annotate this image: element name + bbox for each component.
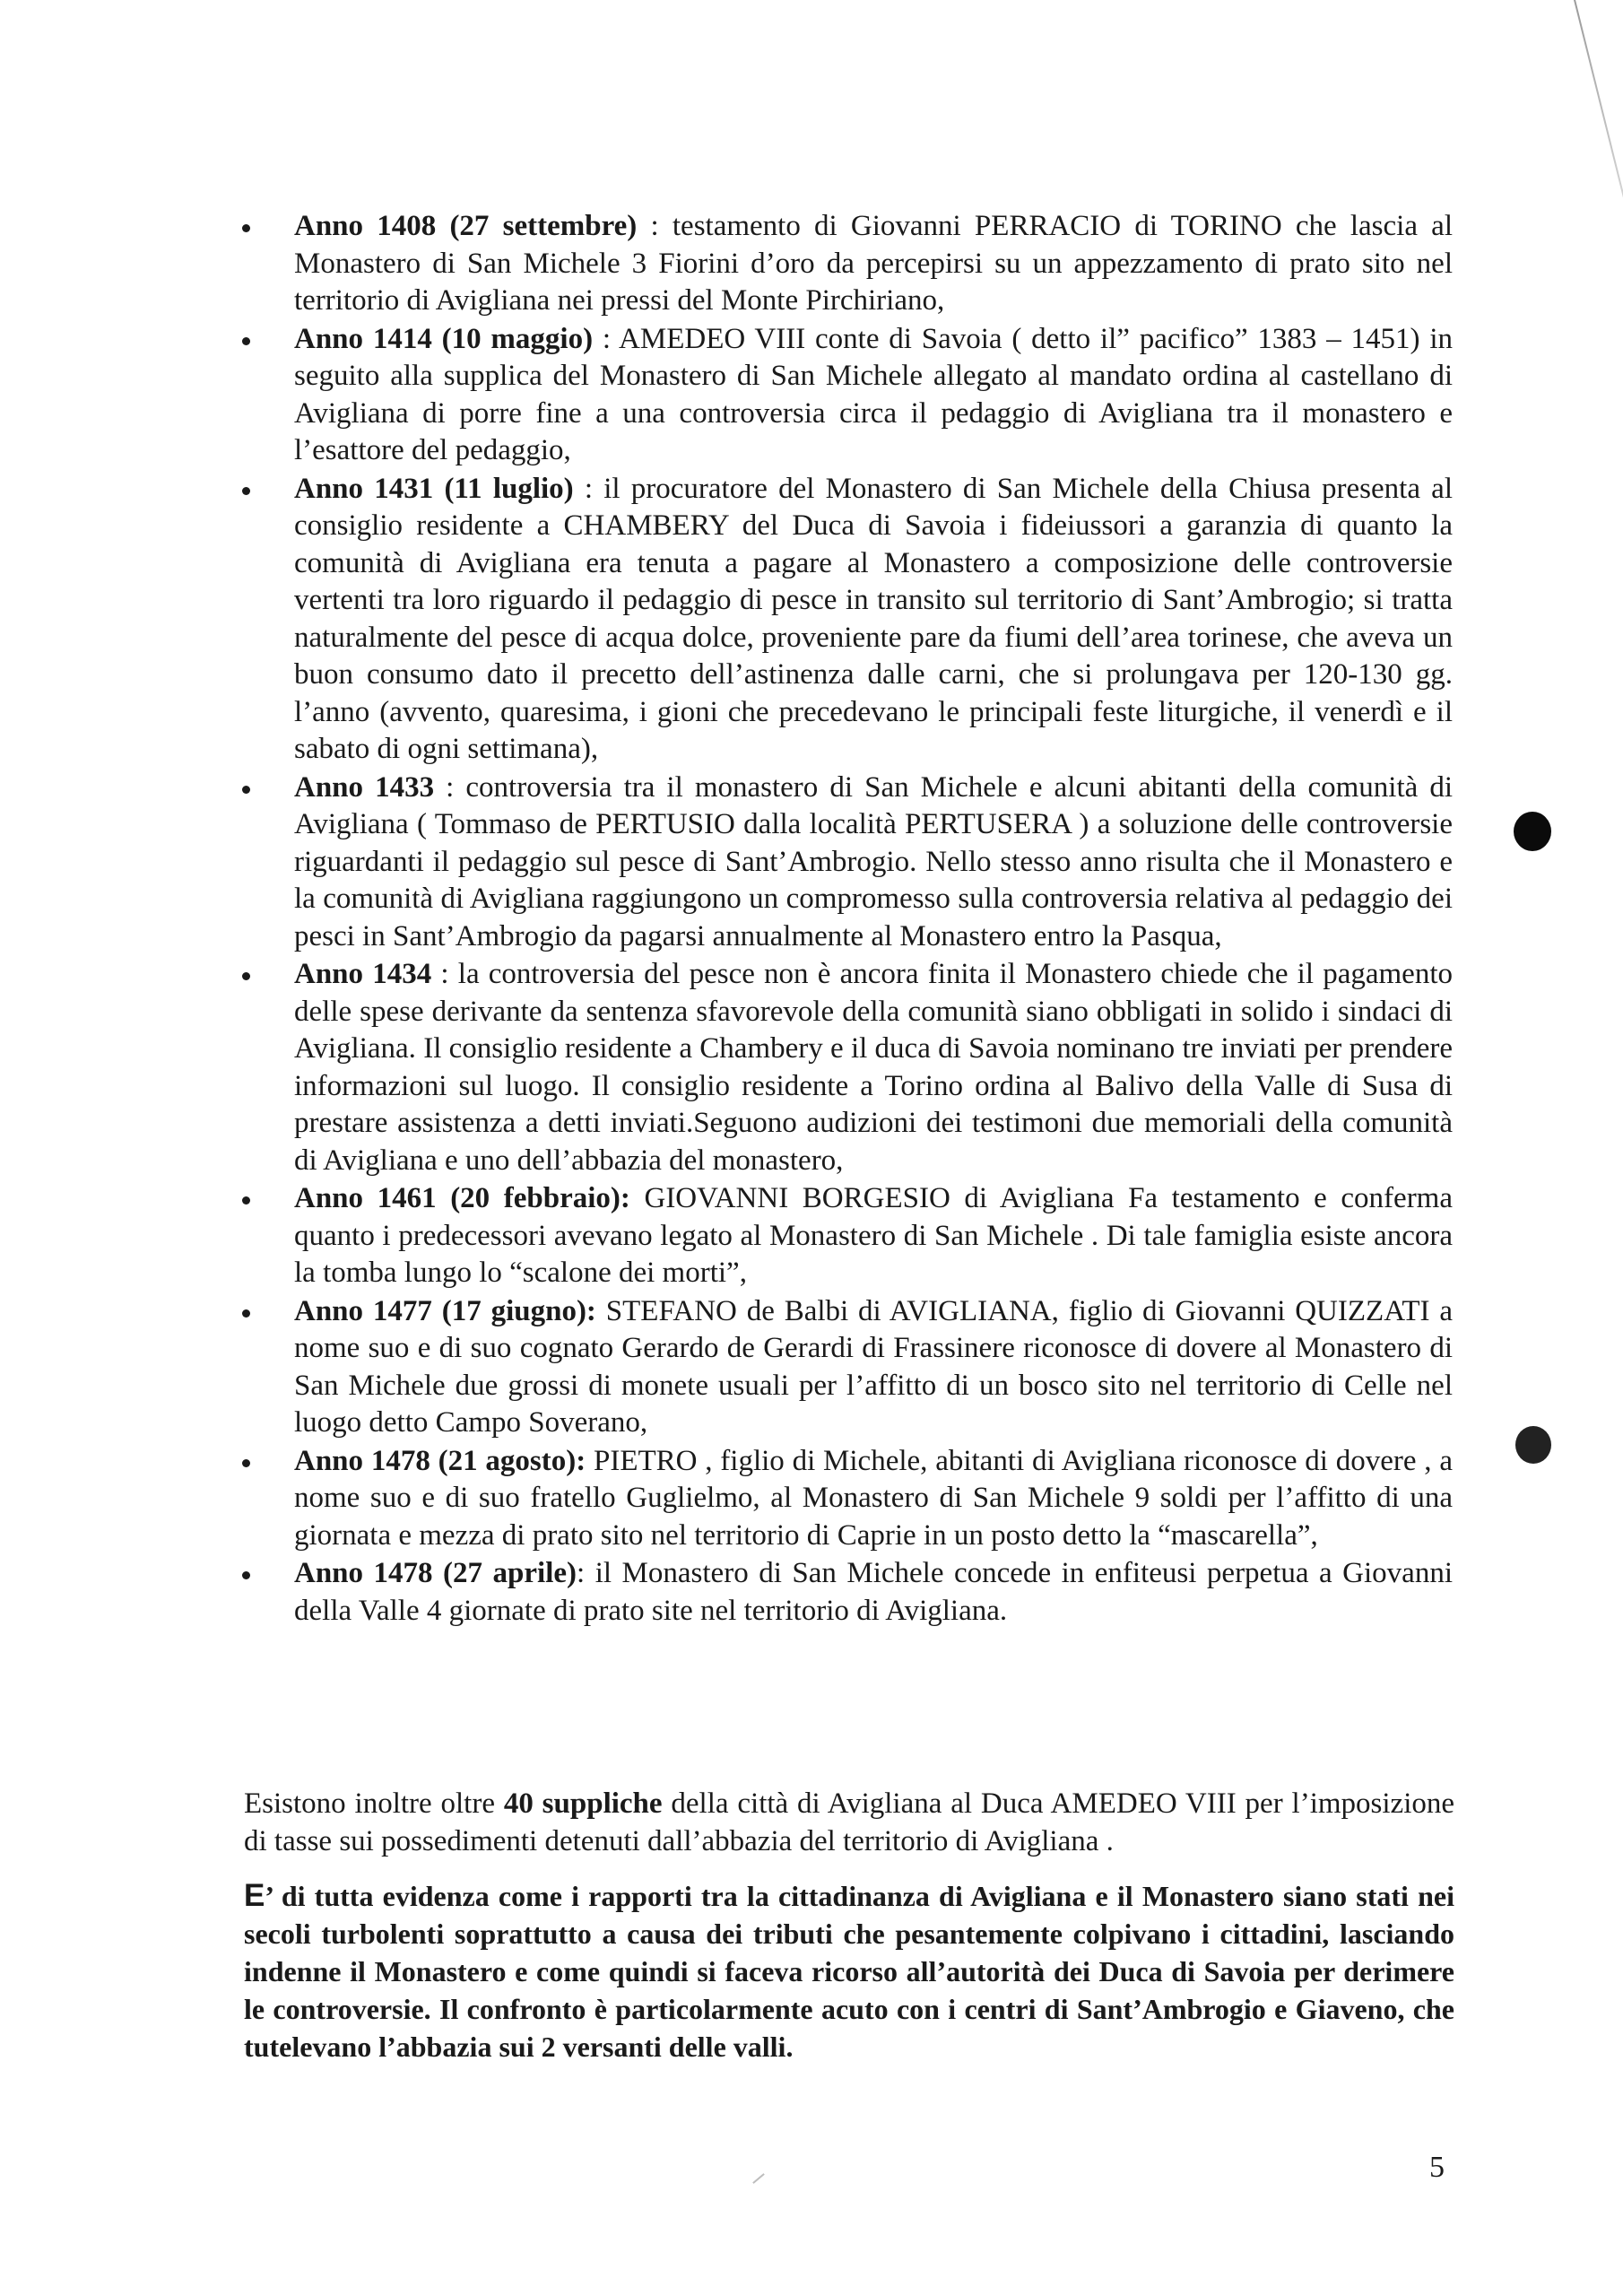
list-item xyxy=(242,321,1453,470)
conclusion-paragraph xyxy=(244,1877,1454,2066)
entry-text: : il procuratore del Monastero di San Michele della Chiusa presenta al consiglio residente a CHAMBERY del Duca di Savoia i fideiussori a garanzia di quanto la comunità di Avigliana era tenuta a pagare al Monastero a composizione delle controversie vertenti tra loro riguardo il pedaggio di pesce in transito sul territorio di Sant’Ambrogio; si tratta naturalmente del pesce di acqua dolce, proveniente pare da fiumi dell’area torinese, che aveva un buon consumo dato il precetto dell’astinenza dalle carni, che si prolungava per 120-130 gg. l’anno (avvento, quaresima, i gioni che precedevano le principali feste liturgiche, il venerdì e il sabato di ogni settimana), xyxy=(294,472,1453,765)
list-item xyxy=(242,1180,1453,1292)
list-item xyxy=(242,770,1453,956)
entry-year: Anno 1478 (27 aprile) xyxy=(294,1557,577,1589)
entry-year: Anno 1461 (20 febbraio): xyxy=(294,1182,630,1214)
entry-text: PIETRO , figlio di Michele, abitanti di Avigliana riconosce di dovere , a nome suo e di suo fratello Guglielmo, al Monastero di San Michele 9 soldi per l’affitto di una giornata e mezza di prato sito nel territorio di Caprie in un posto detto la “mascarella”, xyxy=(294,1444,1453,1552)
bullet-icon xyxy=(242,224,250,232)
entry-text: STEFANO de Balbi di AVIGLIANA, figlio di Giovanni QUIZZATI a nome suo e di suo cognato Gerardo de Gerardi di Frassinere riconosce di dovere al Monastero di San Michele due grossi di monete usuali per l’affitto di un bosco sito nel territorio di Celle nel luogo detto Campo Soverano, xyxy=(294,1294,1454,1439)
closing-paragraph xyxy=(244,1786,1454,1860)
conclusion-text: ’ di tutta evidenza come i rapporti tra la cittadinanza di Avigliana e il Monastero siano stati nei secoli turbolenti soprattutto a causa dei tributi che pesantemente colpivano i cittadini, lasciando indenne il Monastero e come quindi si faceva ricorso all’autorità dei Duca di Savoia per derimere le controversie. Il confronto è particolarmente acuto con i centri di Sant’Ambrogio e Giaveno, che tutelevano l’abbazia sui 2 versanti delle valli. xyxy=(244,1880,1454,2063)
punch-hole-mark xyxy=(1514,812,1551,851)
entry-year: Anno 1433 xyxy=(294,770,435,804)
entry-text: : la controversia del pesce non è ancora finita il Monastero chiede che il pagamento delle spese derivante da sentenza sfavorevole della comunità siano obbligati in solido i sindaci di Avigliana. Il consiglio residente a Chambery e il duca di Savoia nominano tre inviati per prendere informazioni sul luogo. Il consiglio residente a Torino ordina al Balivo della Valle di Susa di prestare assistenza a detti inviati.Seguono audizioni dei testimoni due memoriali della comunità di Avigliana e uno dell’abbazia del monastero, xyxy=(294,958,1453,1177)
closing-text-after: della città di Avigliana al Duca AMEDEO VIII per l’imposizione di tasse sui possedimenti detenuti dall’abbazia del territorio di Avigliana . xyxy=(244,1787,1455,1857)
list-item xyxy=(242,471,1453,769)
bullet-icon xyxy=(242,487,250,495)
page-number: 5 xyxy=(1429,2151,1445,2184)
list-item xyxy=(242,1443,1453,1555)
list-item xyxy=(242,956,1453,1179)
entry-year: Anno 1478 (21 agosto): xyxy=(294,1444,586,1477)
entry-text: : testamento di Giovanni PERRACIO di TORINO che lascia al Monastero di San Michele 3 Fiorini d’oro da percepirsi su un appezzamento di prato sito nel territorio di Avigliana nei pressi del Monte Pirchiriano, xyxy=(294,210,1454,317)
scan-speck xyxy=(752,2173,765,2184)
entry-text: : controversia tra il monastero di San Michele e alcuni abitanti della comunità di Avigliana ( Tommaso de PERTUSIO dalla località PERTUSERA ) a soluzione delle controversie riguardanti il pedaggio sul pesce di Sant’Ambrogio. Nello stesso anno risulta che il Monastero e la comunità di Avigliana raggiungono un compromesso sulla controversia relativa al pedaggio dei pesci in Sant’Ambrogio da pagarsi annualmente al Monastero entro la Pasqua, xyxy=(294,770,1453,952)
bullet-icon xyxy=(242,337,250,345)
list-item xyxy=(242,1555,1453,1630)
bullet-icon xyxy=(242,972,250,980)
entry-text: : AMEDEO VIII conte di Savoia ( detto il” pacifico” 1383 – 1451) in seguito alla supplica del Monastero di San Michele allegato al mandato ordina al castellano di Avigliana di porre fine a una controversia circa il pedaggio di Avigliana tra il monastero e l’esattore del pedaggio, xyxy=(294,322,1453,466)
closing-emphasis: 40 suppliche xyxy=(503,1787,663,1820)
bullet-icon xyxy=(242,1571,250,1579)
entry-year: Anno 1477 (17 giugno): xyxy=(294,1294,596,1327)
punch-hole-mark xyxy=(1515,1426,1551,1464)
bullet-icon xyxy=(242,786,250,794)
bullet-icon xyxy=(242,1196,250,1205)
list-item xyxy=(242,208,1453,320)
conclusion-initial: E xyxy=(244,1878,265,1913)
entry-year: Anno 1408 (27 settembre) xyxy=(294,210,638,242)
bullet-icon xyxy=(242,1459,250,1467)
list-item xyxy=(242,1293,1453,1442)
entry-year: Anno 1431 (11 luglio) xyxy=(294,472,574,505)
entry-text: GIOVANNI BORGESIO di Avigliana Fa testamento e conferma quanto i predecessori avevano legato al Monastero di San Michele . Di tale famiglia esiste ancora la tomba lungo lo “scalone dei morti”, xyxy=(294,1182,1453,1289)
chronology-list xyxy=(242,208,1453,1631)
bullet-icon xyxy=(242,1309,250,1318)
entry-year: Anno 1434 xyxy=(294,958,432,990)
entry-year: Anno 1414 (10 maggio) xyxy=(294,322,594,355)
entry-text: : il Monastero di San Michele concede in enfiteusi perpetua a Giovanni della Valle 4 giornate di prato site nel territorio di Avigliana. xyxy=(294,1557,1453,1627)
page-edge-mark xyxy=(1574,0,1623,200)
closing-text-before: Esistono inoltre oltre xyxy=(244,1787,504,1820)
